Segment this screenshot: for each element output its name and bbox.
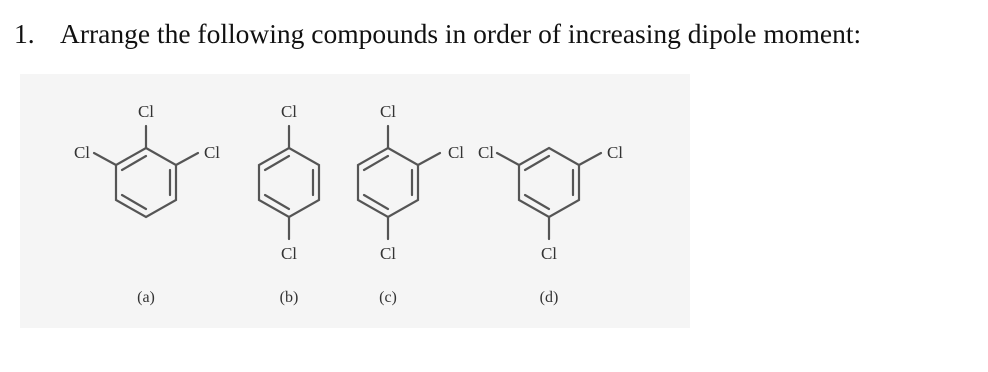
compound-d xyxy=(478,143,623,306)
compound-b-cl-bottom: Cl xyxy=(280,244,298,263)
compound-b-cl-top: Cl xyxy=(280,102,298,121)
question xyxy=(14,18,861,50)
compound-a-label: (a) xyxy=(137,289,155,306)
compound-c-label: (c) xyxy=(379,289,397,306)
compound-a-cl-left: Cl xyxy=(73,143,91,162)
question-text: Arrange the following compounds in order of increasing dipole moment: xyxy=(60,18,862,49)
compound-c xyxy=(358,102,464,306)
compound-a xyxy=(74,102,220,306)
structures-figure xyxy=(20,74,690,328)
compound-a-cl-right: Cl xyxy=(203,143,221,162)
compound-b xyxy=(259,102,319,306)
compound-c-cl-top: Cl xyxy=(379,102,397,121)
compound-c-cl-right: Cl xyxy=(447,143,465,162)
compound-d-cl-left: Cl xyxy=(477,143,495,162)
question-number: 1. xyxy=(14,18,35,49)
compound-a-cl-top: Cl xyxy=(137,102,155,121)
compound-c-cl-bottom: Cl xyxy=(379,244,397,263)
compound-d-label: (d) xyxy=(539,289,559,306)
structures-svg xyxy=(20,74,690,328)
compound-d-cl-right: Cl xyxy=(606,143,624,162)
compound-d-cl-bottom: Cl xyxy=(540,244,558,263)
compound-b-label: (b) xyxy=(279,289,299,306)
